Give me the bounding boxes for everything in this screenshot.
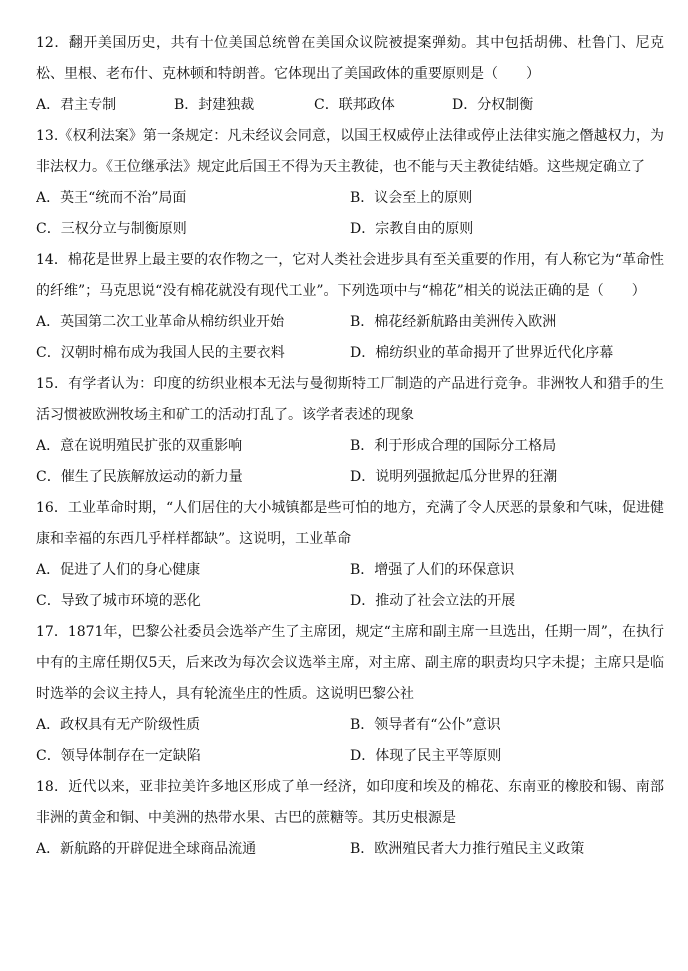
option-b: B．欧洲殖民者大力推行殖民主义政策 [350,841,585,857]
option-d: D．分权制衡 [452,97,534,113]
option-a: A．君主专制 [36,97,117,113]
option-c: C．联邦政体 [314,97,395,113]
option-c: C．催生了民族解放运动的新力量 [36,469,243,485]
option-c: C．三权分立与制衡原则 [36,221,187,237]
question-stem: 15．有学者认为：印度的纺织业根本无法与曼彻斯特工厂制造的产品进行竞争。非洲牧人和猎手的生活习惯被欧洲牧场主和矿工的活动打乱了。该学者表述的现象 [36,376,664,423]
question-12 [36,28,664,121]
option-list [36,90,664,121]
question-17 [36,617,664,772]
question-stem: 13.《权利法案》第一条规定：凡未经议会同意，以国王权威停止法律或停止法律实施之僭越权力，为非法权力。《王位继承法》规定此后国王不得为天主教徒，也不能与天主教徒结婚。这些规定确立了 [36,128,664,175]
option-b: B．封建独裁 [174,97,255,113]
option-b: B．领导者有“公仆”意识 [350,717,501,733]
option-list [36,431,664,493]
option-a: A．英国第二次工业革命从棉纺织业开始 [36,314,285,330]
option-c: C．领导体制存在一定缺陷 [36,748,201,764]
option-b: B．棉花经新航路由美洲传入欧洲 [350,314,557,330]
option-a: A．政权具有无产阶级性质 [36,717,201,733]
exam-page [36,28,664,865]
question-stem: 17．1871年，巴黎公社委员会选举产生了主席团，规定“主席和副主席一旦选出，任期一周”，在执行中有的主席任期仅5天，后来改为每次会议选举主席，对主席、副主席的职责均只字未提；主席只是临时选举的会议主持人，具有轮流坐庄的性质。这说明巴黎公社 [36,624,664,702]
option-c: C．汉朝时棉布成为我国人民的主要衣料 [36,345,285,361]
option-b: B．议会至上的原则 [350,190,473,206]
question-stem: 16．工业革命时期，“人们居住的大小城镇都是些可怕的地方，充满了令人厌恶的景象和气味，促进健康和幸福的东西几乎样样都缺”。这说明，工业革命 [36,500,664,547]
option-d: D．宗教自由的原则 [350,221,474,237]
option-d: D．推动了社会立法的开展 [350,593,516,609]
option-a: A．促进了人们的身心健康 [36,562,201,578]
question-13 [36,121,664,245]
option-list [36,834,664,865]
option-d: D．说明列强掀起瓜分世界的狂潮 [350,469,558,485]
question-15 [36,369,664,493]
option-list [36,183,664,245]
option-c: C．导致了城市环境的恶化 [36,593,201,609]
option-list [36,710,664,772]
question-14 [36,245,664,369]
question-16 [36,493,664,617]
option-a: A．意在说明殖民扩张的双重影响 [36,438,243,454]
option-list [36,307,664,369]
option-a: A．新航路的开辟促进全球商品流通 [36,841,257,857]
option-a: A．英王“统而不治”局面 [36,190,187,206]
question-stem: 18．近代以来，亚非拉美许多地区形成了单一经济，如印度和埃及的棉花、东南亚的橡胶和锡、南部非洲的黄金和铜、中美洲的热带水果、古巴的蔗糖等。其历史根源是 [36,779,664,826]
option-d: D．棉纺织业的革命揭开了世界近代化序幕 [350,345,614,361]
question-18 [36,772,664,865]
option-b: B．增强了人们的环保意识 [350,562,515,578]
option-list [36,555,664,617]
question-stem: 12．翻开美国历史，共有十位美国总统曾在美国众议院被提案弹劾。其中包括胡佛、杜鲁门、尼克松、里根、老布什、克林顿和特朗普。它体现出了美国政体的重要原则是（ ） [36,35,664,82]
option-d: D．体现了民主平等原则 [350,748,502,764]
question-stem: 14．棉花是世界上最主要的农作物之一，它对人类社会进步具有至关重要的作用，有人称它为“革命性的纤维”；马克思说“没有棉花就没有现代工业”。下列选项中与“棉花”相关的说法正确的是（ ） [36,252,664,299]
option-b: B．利于形成合理的国际分工格局 [350,438,557,454]
